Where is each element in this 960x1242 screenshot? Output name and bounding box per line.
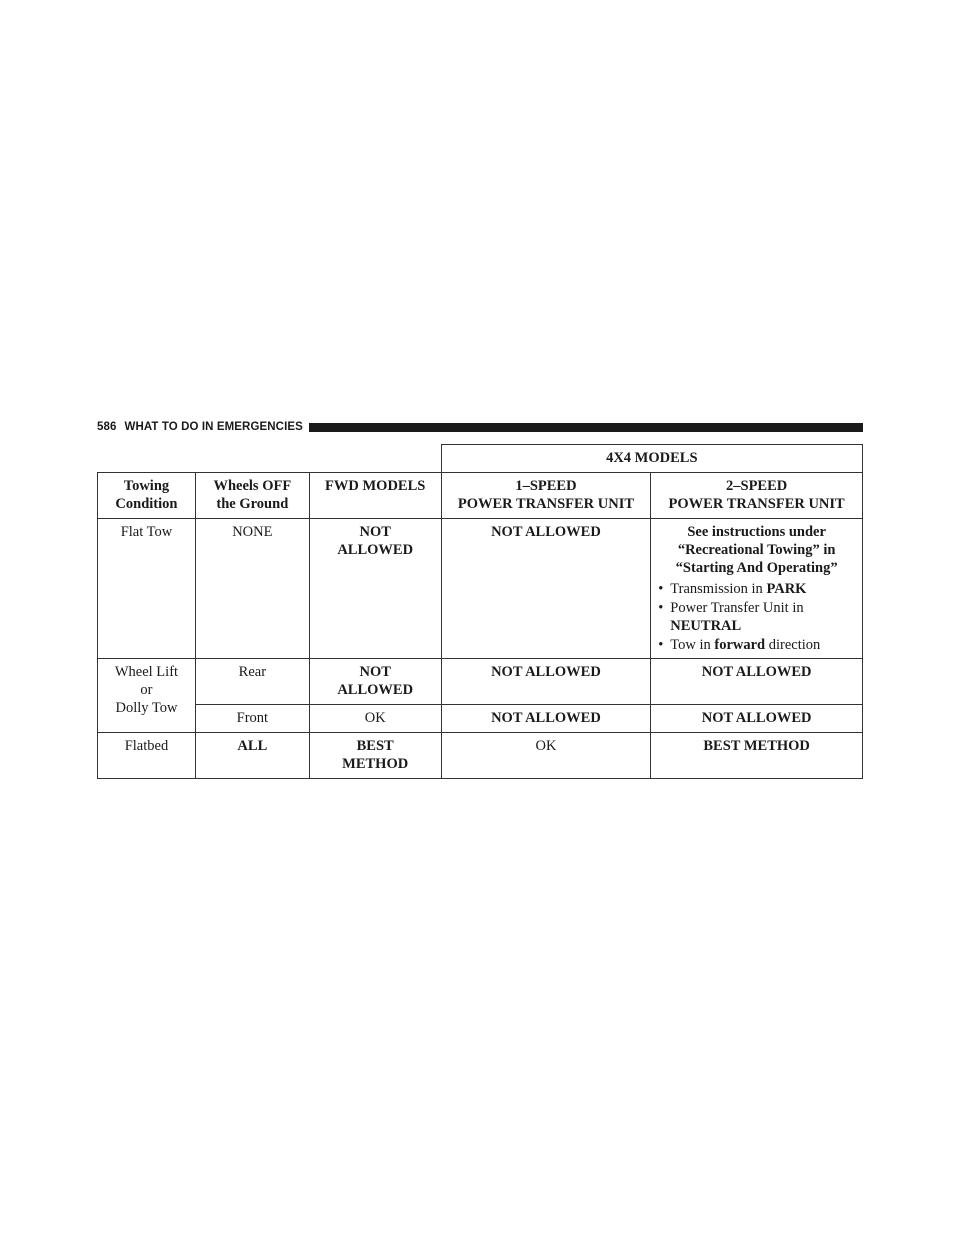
group-header-row [98,445,863,473]
wheel-lift-line1: Wheel Lift [114,664,179,680]
towing-instructions-list [654,580,859,654]
header-rule [309,423,863,432]
wheel-lift-condition [98,659,196,733]
row-wheel-lift-front [98,705,863,733]
note-title-line3: “Starting And Operating” [675,560,838,576]
rear-2-speed: NOT ALLOWED [651,659,863,705]
list-item [654,599,859,635]
flatbed-fwd-line1: BEST [356,738,394,754]
flatbed-fwd [309,733,441,779]
header-2-speed-line2: POWER TRANSFER UNIT [668,496,845,512]
note-title-line1: See instructions under [687,524,826,540]
header-wheels-line1: Wheels OFF [213,478,292,494]
flatbed-condition: Flatbed [98,733,196,779]
list-item [654,580,859,598]
flat-tow-fwd-line2: ALLOWED [337,542,414,558]
header-wheels-off [195,473,309,519]
header-fwd-models: FWD MODELS [309,473,441,519]
rear-1-speed: NOT ALLOWED [441,659,651,705]
header-towing-line1: Towing [123,478,170,494]
rear-fwd-line1: NOT [359,664,391,680]
wheel-lift-line3: Dolly Tow [115,700,178,716]
flatbed-2-speed: BEST METHOD [651,733,863,779]
flatbed-wheels: ALL [195,733,309,779]
header-2-speed-line1: 2–SPEED [726,478,788,494]
bullet1-text: Transmission in [670,581,763,597]
bullet3-tail: direction [768,637,821,653]
flatbed-1-speed: OK [441,733,651,779]
flat-tow-1-speed: NOT ALLOWED [441,519,651,659]
header-1-speed-line2: POWER TRANSFER UNIT [457,496,635,512]
list-item [654,636,859,654]
row-flatbed [98,733,863,779]
front-1-speed: NOT ALLOWED [441,705,651,733]
front-wheels: Front [195,705,309,733]
row-flat-tow [98,519,863,659]
flat-tow-fwd-line1: NOT [359,524,391,540]
blank-cell [98,445,442,473]
header-towing-condition [98,473,196,519]
note-title-line2: “Recreational Towing” in [677,542,836,558]
page-header [97,419,863,435]
flat-tow-wheels: NONE [195,519,309,659]
towing-table [97,444,863,779]
header-towing-line2: Condition [115,496,178,512]
flat-tow-condition: Flat Tow [98,519,196,659]
rear-fwd [309,659,441,705]
header-1-speed-line1: 1–SPEED [515,478,577,494]
rear-fwd-line2: ALLOWED [337,682,414,698]
front-fwd: OK [309,705,441,733]
group-header-4x4: 4X4 MODELS [441,445,862,473]
page-number: 586 [97,421,117,433]
wheel-lift-line2: or [140,682,153,698]
bullet2-text: Power Transfer Unit in [670,600,804,616]
header-1-speed [441,473,651,519]
rear-wheels: Rear [195,659,309,705]
bullet1-bold: PARK [766,581,807,597]
header-wheels-line2: the Ground [216,496,289,512]
flat-tow-fwd [309,519,441,659]
front-2-speed: NOT ALLOWED [651,705,863,733]
bullet3-bold: forward [714,637,766,653]
header-2-speed [651,473,863,519]
section-title: WHAT TO DO IN EMERGENCIES [124,421,303,433]
bullet2-bold: NEUTRAL [670,618,742,634]
flat-tow-2-speed [651,519,863,659]
bullet3-text: Tow in [670,637,711,653]
flatbed-fwd-line2: METHOD [342,756,409,772]
column-header-row [98,473,863,519]
row-wheel-lift-rear [98,659,863,705]
